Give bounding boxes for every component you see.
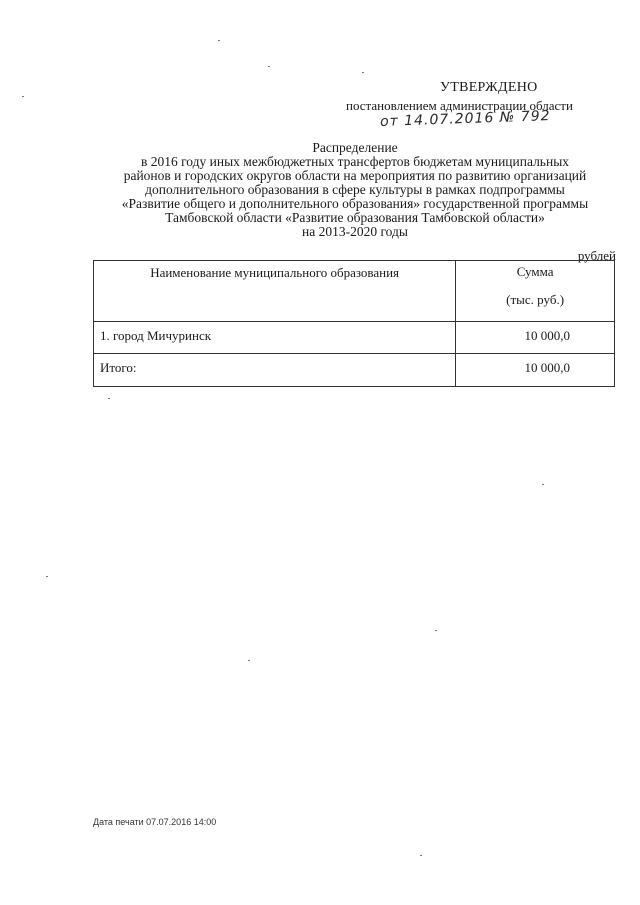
title-line: в 2016 году иных межбюджетных трансфертов бюджетам муниципальных bbox=[140, 154, 570, 169]
table-total-row bbox=[94, 354, 615, 387]
scan-speck bbox=[46, 576, 48, 577]
scan-speck bbox=[435, 630, 437, 631]
title-line: Тамбовской области «Развитие образования Тамбовской области» bbox=[165, 210, 545, 225]
title-line: дополнительного образования в сфере культуры в рамках подпрограммы bbox=[145, 182, 565, 197]
title-line: Распределение bbox=[312, 140, 398, 155]
scan-speck bbox=[362, 72, 364, 73]
table-header-row bbox=[94, 261, 615, 322]
total-label-cell: Итого: bbox=[94, 354, 456, 387]
scan-speck bbox=[248, 660, 250, 661]
column-header-sum-label: Сумма bbox=[516, 264, 554, 279]
column-header-name: Наименование муниципального образования bbox=[94, 261, 456, 322]
scan-speck bbox=[268, 66, 270, 67]
document-title bbox=[90, 141, 620, 239]
approved-by-text: постановлением администрации области bbox=[346, 98, 573, 113]
municipality-name-cell: 1. город Мичуринск bbox=[94, 322, 456, 354]
allocation-table bbox=[93, 260, 615, 387]
approved-stamp-text: УТВЕРЖДЕНО bbox=[440, 80, 538, 95]
table-row bbox=[94, 322, 615, 354]
units-label: рублей bbox=[577, 248, 616, 263]
scan-speck bbox=[218, 40, 220, 41]
scan-speck bbox=[420, 855, 422, 856]
column-header-sum bbox=[456, 261, 615, 322]
scan-speck bbox=[108, 398, 110, 399]
sum-cell: 10 000,0 bbox=[456, 322, 615, 354]
title-line: на 2013-2020 годы bbox=[302, 224, 408, 239]
handwritten-resolution-date: от 14.07.2016 № 792 bbox=[379, 108, 551, 131]
print-date: Дата печати 07.07.2016 14:00 bbox=[93, 817, 217, 827]
title-line: «Развитие общего и дополнительного образования» государственной программы bbox=[121, 196, 589, 211]
column-header-sum-units: (тыс. руб.) bbox=[506, 292, 565, 307]
scan-speck bbox=[22, 96, 24, 97]
scan-speck bbox=[542, 484, 544, 485]
total-sum-cell: 10 000,0 bbox=[456, 354, 615, 387]
title-line: районов и городских округов области на мероприятия по развитию организаций bbox=[123, 168, 587, 183]
